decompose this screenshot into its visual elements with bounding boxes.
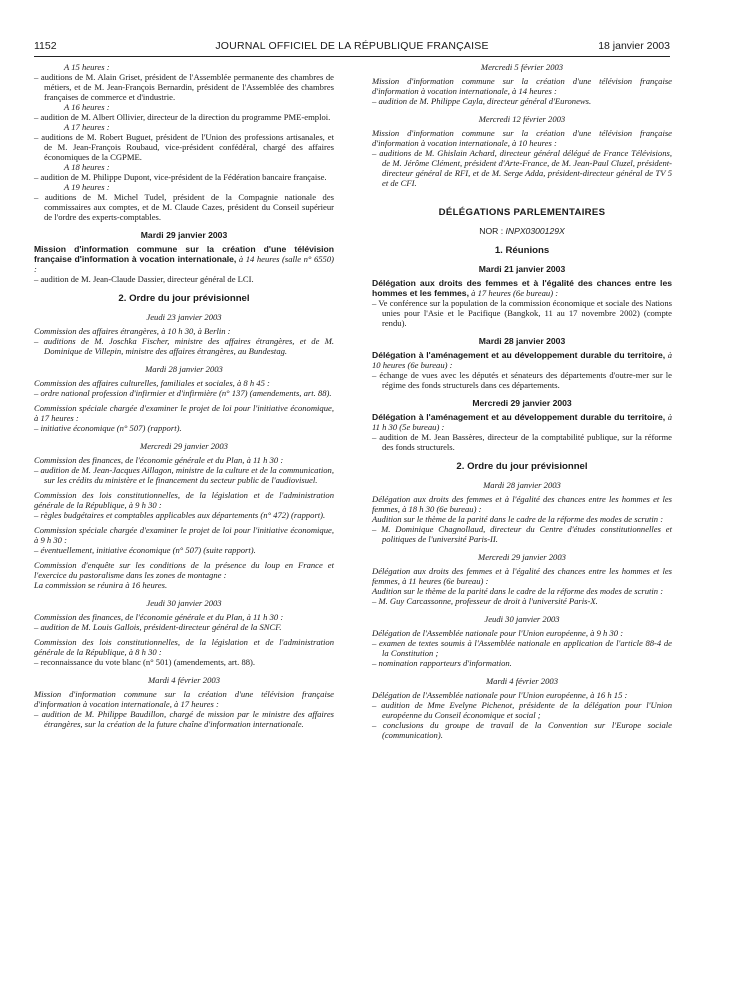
date-heading: Mardi 28 janvier 2003 [483, 480, 561, 490]
agenda-item: – audition de M. Philippe Dupont, vice-président de la Fédération bancaire française. [34, 172, 327, 182]
date-heading: Mercredi 29 janvier 2003 [478, 552, 566, 562]
agenda-item: – auditions de M. Joschka Fischer, ministre des affaires étrangères, et de M. Dominique de Villepin, ministre des affaires étrangères, au Bundestag. [34, 336, 334, 356]
time-label: A 17 heures : [64, 122, 110, 132]
meeting-subject: Audition sur le thème de la parité dans le cadre de la réforme des modes de scrutin : [372, 586, 664, 596]
agenda-item: – audition de M. Jean-Claude Dassier, directeur général de LCI. [34, 274, 254, 284]
date-heading: Mardi 21 janvier 2003 [478, 264, 566, 274]
meeting-title: Mission d'information commune sur la création d'une télévision française d'information à vocation internationale, [34, 244, 334, 264]
date-heading: Mardi 4 février 2003 [147, 675, 220, 685]
agenda-item: – auditions de M. Ghislain Achard, directeur général délégué de France Télévisions, de M. Jérôme Clément, président d'Arte-France, de M. Jean-Paul Cluzel, président-directeur général de RFI, et de M. Serge Adda, président-directeur général de TV 5 et de CFI. [372, 148, 672, 188]
meeting-title: Délégation aux droits des femmes et à l'égalité des chances entre les hommes et les femmes, [372, 278, 672, 298]
agenda-item: – règles budgétaires et comptables applicables aux départements (n° 472) (rapport). [34, 510, 326, 520]
agenda-item: – M. Dominique Chagnollaud, directeur du Centre d'études constitutionnelles et politiques de l'université Paris-II. [372, 524, 672, 544]
date-heading: Mardi 4 février 2003 [485, 676, 558, 686]
nor-reference [372, 226, 672, 236]
agenda-item: – audition de Mme Evelyne Pichenot, présidente de la délégation pour l'Union européenne du Conseil économique et social ; [372, 700, 672, 720]
nor-label: NOR : [479, 226, 504, 236]
agenda-item: – audition de M. Louis Gallois, président-directeur général de la SNCF. [34, 622, 282, 632]
section-heading: 2. Ordre du jour prévisionnel [456, 461, 588, 472]
journal-title: JOURNAL OFFICIEL DE LA RÉPUBLIQUE FRANÇAISE [215, 40, 489, 52]
meeting-entry: Commission des affaires culturelles, familiales et sociales, à 8 h 45 : [34, 378, 270, 388]
time-label: A 19 heures : [64, 182, 110, 192]
agenda-item: – éventuellement, initiative économique (n° 507) (suite rapport). [34, 545, 256, 555]
meeting-title: Délégation à l'aménagement et au développement durable du territoire, [372, 350, 666, 360]
agenda-item: – auditions de M. Robert Buguet, président de l'Union des professions artisanales, et de M. Jean-François Roubaud, vice-président confédéral, chargé des affaires économiques de la CGPME. [34, 132, 334, 162]
left-column [34, 62, 334, 729]
date-heading: Mercredi 29 janvier 2003 [472, 398, 572, 408]
agenda-item: – Ve conférence sur la population de la commission économique et sociale des Nations unies pour l'Asie et le Pacifique (Bangkok, 11 au 17 novembre 2002) (compte rendu). [372, 298, 672, 328]
agenda-item: – M. Guy Carcassonne, professeur de droit à l'université Paris-X. [372, 596, 598, 606]
meeting-entry: Commission spéciale chargée d'examiner le projet de loi pour l'initiative économique, à 17 heures : [34, 403, 334, 423]
meeting-time: à 14 heures (salle n° 6550) : [34, 254, 334, 274]
agenda-item: – reconnaissance du vote blanc (n° 501) (amendements, art. 88). [34, 657, 256, 667]
right-column [372, 62, 672, 740]
meeting-entry: Mission d'information commune sur la création d'une télévision française d'information à vocation internationale, à 14 heures : [372, 76, 672, 96]
date-heading: Mercredi 5 février 2003 [480, 62, 564, 72]
meeting-entry: Délégation de l'Assemblée nationale pour l'Union européenne, à 9 h 30 : [372, 628, 624, 638]
date-heading: Jeudi 30 janvier 2003 [484, 614, 560, 624]
date-heading: Mardi 29 janvier 2003 [140, 230, 228, 240]
agenda-item: – initiative économique (n° 507) (rapport). [34, 423, 182, 433]
meeting-title: Délégation à l'aménagement et au développement durable du territoire, [372, 412, 666, 422]
section-heading: 1. Réunions [494, 245, 550, 256]
agenda-item: – audition de M. Albert Ollivier, directeur de la direction du programme PME-emploi. [34, 112, 331, 122]
nor-code: INPX0300129X [505, 226, 565, 236]
agenda-item: – nomination rapporteurs d'information. [372, 658, 512, 668]
meeting-entry: Commission d'enquête sur les conditions de la présence du loup en France et l'exercice du pastoralisme dans les zones de montagne : [34, 560, 334, 580]
delegations-title: DÉLÉGATIONS PARLEMENTAIRES [438, 207, 606, 218]
issue-date: 18 janvier 2003 [598, 40, 670, 52]
meeting-subject: Audition sur le thème de la parité dans le cadre de la réforme des modes de scrutin : [372, 514, 664, 524]
date-heading: Jeudi 23 janvier 2003 [146, 312, 222, 322]
meeting-entry [372, 350, 672, 370]
agenda-item: – auditions de M. Alain Griset, président de l'Assemblée permanente des chambres de métiers, et de M. Jean-François Bernardin, président de l'Assemblée des chambres françaises de commerce et d'industrie. [34, 72, 334, 102]
header-rule [34, 56, 670, 57]
meeting-time: à 11 h 30 (5e bureau) : [372, 412, 672, 432]
date-heading: Jeudi 30 janvier 2003 [146, 598, 222, 608]
section-heading: 2. Ordre du jour prévisionnel [118, 293, 250, 304]
meeting-entry: Commission des finances, de l'économie générale et du Plan, à 11 h 30 : [34, 455, 284, 465]
page-number: 1152 [34, 40, 57, 52]
agenda-item: – audition de M. Philippe Baudillon, chargé de mission par le ministre des affaires étrangères, sur la création de la future chaîne d'information internationale. [34, 709, 334, 729]
agenda-item: – audition de M. Philippe Cayla, directeur général d'Euronews. [372, 96, 592, 106]
page-header [34, 40, 670, 56]
agenda-item: – conclusions du groupe de travail de la Convention sur l'Europe sociale (communication). [372, 720, 672, 740]
meeting-entry [372, 412, 672, 432]
date-heading: Mardi 28 janvier 2003 [478, 336, 566, 346]
date-heading: Mercredi 29 janvier 2003 [140, 441, 228, 451]
agenda-item: – audition de M. Jean Bassères, directeur de la comptabilité publique, sur la réforme des fonds structurels. [372, 432, 672, 452]
date-heading: Mardi 28 janvier 2003 [145, 364, 223, 374]
agenda-item: – ordre national profession d'infirmier et d'infirmière (n° 137) (amendements, art. 88). [34, 388, 332, 398]
agenda-item: – examen de textes soumis à l'Assemblée nationale en application de l'article 88-4 de la Constitution ; [372, 638, 672, 658]
agenda-item: – audition de M. Jean-Jacques Aillagon, ministre de la culture et de la communication, sur les crédits du ministère et le financement du secteur public de l'audiovisuel. [34, 465, 334, 485]
meeting-time: à 10 heures (6e bureau) : [372, 350, 672, 370]
meeting-entry [34, 244, 334, 274]
meeting-entry: Mission d'information commune sur la création d'une télévision française d'information à vocation internationale, à 10 heures : [372, 128, 672, 148]
agenda-item: – échange de vues avec les députés et sénateurs des départements d'outre-mer sur le régime des fonds structurels dans ces départements. [372, 370, 672, 390]
meeting-entry [372, 278, 672, 298]
agenda-note: La commission se réunira à 16 heures. [34, 580, 168, 590]
time-label: A 18 heures : [64, 162, 110, 172]
meeting-entry: Mission d'information commune sur la création d'une télévision française d'information à vocation internationale, à 17 heures : [34, 689, 334, 709]
date-heading: Mercredi 12 février 2003 [478, 114, 566, 124]
meeting-entry: Commission spéciale chargée d'examiner le projet de loi pour l'initiative économique, à 9 h 30 : [34, 525, 334, 545]
time-label: A 15 heures : [64, 62, 110, 72]
meeting-entry: Commission des finances, de l'économie générale et du Plan, à 11 h 30 : [34, 612, 284, 622]
meeting-entry: Délégation de l'Assemblée nationale pour l'Union européenne, à 16 h 15 : [372, 690, 628, 700]
meeting-entry: Commission des lois constitutionnelles, de la législation et de l'administration générale de la République, à 8 h 30 : [34, 637, 334, 657]
agenda-item: – auditions de M. Michel Tudel, président de la Compagnie nationale des commissaires aux comptes, et de M. Claude Cazes, président du Conseil supérieur de l'ordre des experts-comptables. [34, 192, 334, 222]
time-label: A 16 heures : [64, 102, 110, 112]
meeting-entry: Commission des affaires étrangères, à 10 h 30, à Berlin : [34, 326, 231, 336]
meeting-entry: Commission des lois constitutionnelles, de la législation et de l'administration générale de la République, à 9 h 30 : [34, 490, 334, 510]
meeting-entry: Délégation aux droits des femmes et à l'égalité des chances entre les hommes et les femmes, à 11 heures (6e bureau) : [372, 566, 672, 586]
meeting-time: à 17 heures (6e bureau) : [471, 288, 559, 298]
meeting-entry: Délégation aux droits des femmes et à l'égalité des chances entre les hommes et les femmes, à 18 h 30 (6e bureau) : [372, 494, 672, 514]
